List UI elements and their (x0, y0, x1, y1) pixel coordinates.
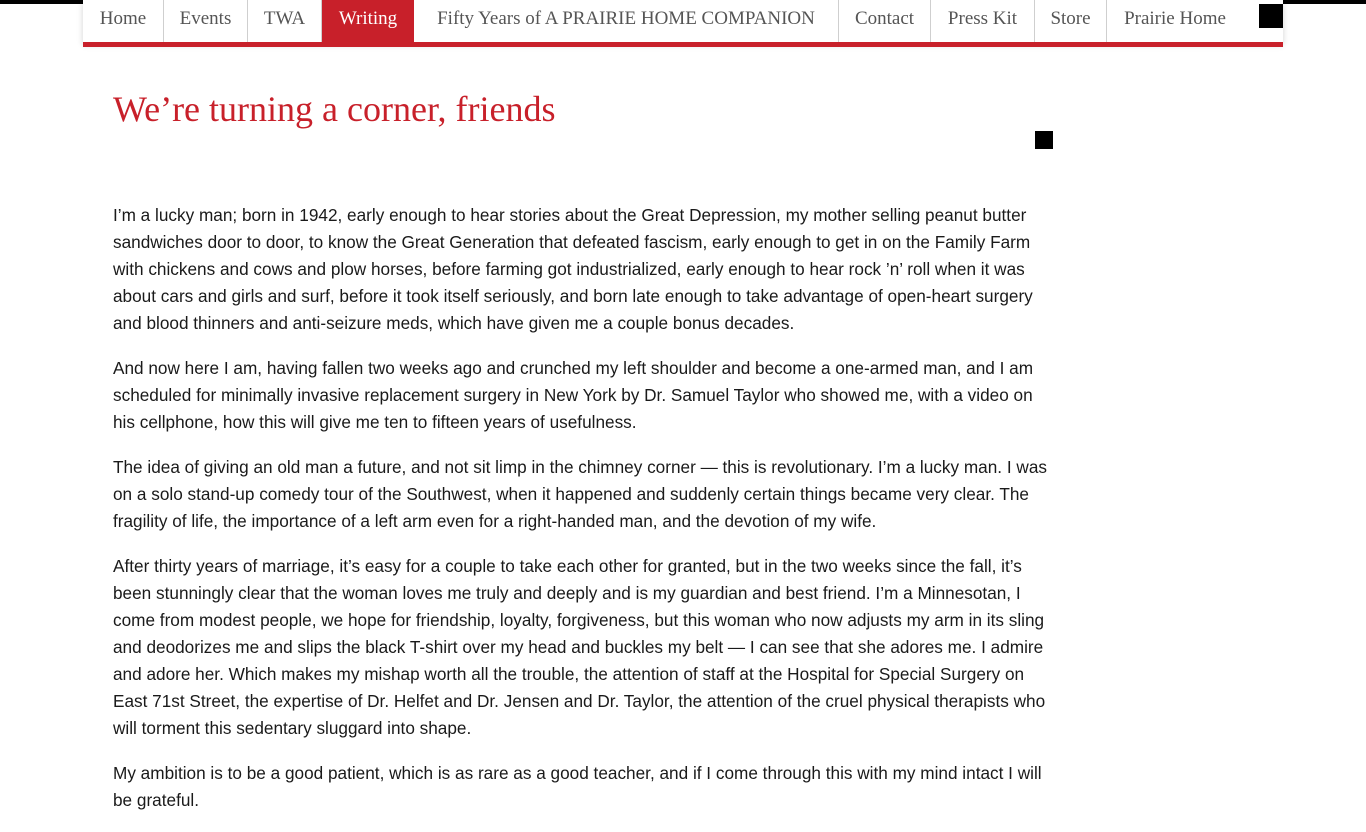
nav-press-kit[interactable]: Press Kit (931, 0, 1035, 42)
paragraph-1: I’m a lucky man; born in 1942, early enough to hear stories about the Great Depression, my mother selling peanut butter sandwiches door to door, to know the Great Generation that defeated fascism, early enough to get in on the Family Farm with chickens and cows and plow horses, before farming got industrialized, early enough to hear rock ’n’ roll when it was about cars and girls and surf, before it took itself seriously, and born late enough to take advantage of open-heart surgery and blood thinners and anti-seizure meds, which have given me a couple bonus decades. (113, 205, 1033, 333)
menu-toggle-icon[interactable] (1259, 4, 1283, 28)
placeholder-icon (1035, 131, 1053, 149)
paragraph-2: And now here I am, having fallen two weeks ago and crunched my left shoulder and become a one-armed man, and I am scheduled for minimally invasive replacement surgery in New York by Dr. Samuel Taylor who showed me, with a video on his cellphone, how this will give me ten to fifteen years of usefulness. (113, 358, 1034, 432)
paragraph-5: My ambition is to be a good patient, which is as rare as a good teacher, and if I come through this with my mind intact I will be grateful. (113, 763, 1042, 810)
paragraph-4: After thirty years of marriage, it’s easy for a couple to take each other for granted, but in the two weeks since the fall, it’s been stunningly clear that the woman loves me truly and deeply and is my guardian and best friend. I’m a Minnesotan, I come from modest people, we hope for friendship, loyalty, forgiveness, but this woman who now adjusts my arm in its sling and deodorizes me and slips the black T-shirt over my head and buckles my belt — I can see that she adores me. I admire and adore her. Which makes my mishap worth all the trouble, the attention of staff at the Hospital for Special Surgery on East 71st Street, the expertise of Dr. Helfet and Dr. Jensen and Dr. Taylor, the attention of the cruel physical therapists who will torment this sedentary sluggard into shape. (113, 556, 1046, 738)
nav-store[interactable]: Store (1035, 0, 1107, 42)
nav-contact[interactable]: Contact (839, 0, 931, 42)
article-title: We’re turning a corner, friends (113, 89, 556, 129)
nav-writing[interactable]: Writing (322, 0, 414, 42)
main-navigation (83, 0, 1283, 42)
nav-prairie-home[interactable]: Prairie Home (1124, 8, 1226, 29)
nav-home[interactable]: Home (83, 0, 164, 42)
paragraph-3: The idea of giving an old man a future, and not sit limp in the chimney corner — this is revolutionary. I’m a lucky man. I was on a solo stand-up comedy tour of the Southwest, when it happened and suddenly certain things became very clear. The fragility of life, the importance of a left arm even for a right-handed man, and the devotion of my wife. (113, 457, 1047, 531)
nav-events[interactable]: Events (164, 0, 248, 42)
nav-fifty-years[interactable]: Fifty Years of A PRAIRIE HOME COMPANION (414, 0, 839, 42)
article-body (113, 202, 1058, 832)
nav-twa[interactable]: TWA (248, 0, 322, 42)
nav-underline (83, 42, 1283, 47)
